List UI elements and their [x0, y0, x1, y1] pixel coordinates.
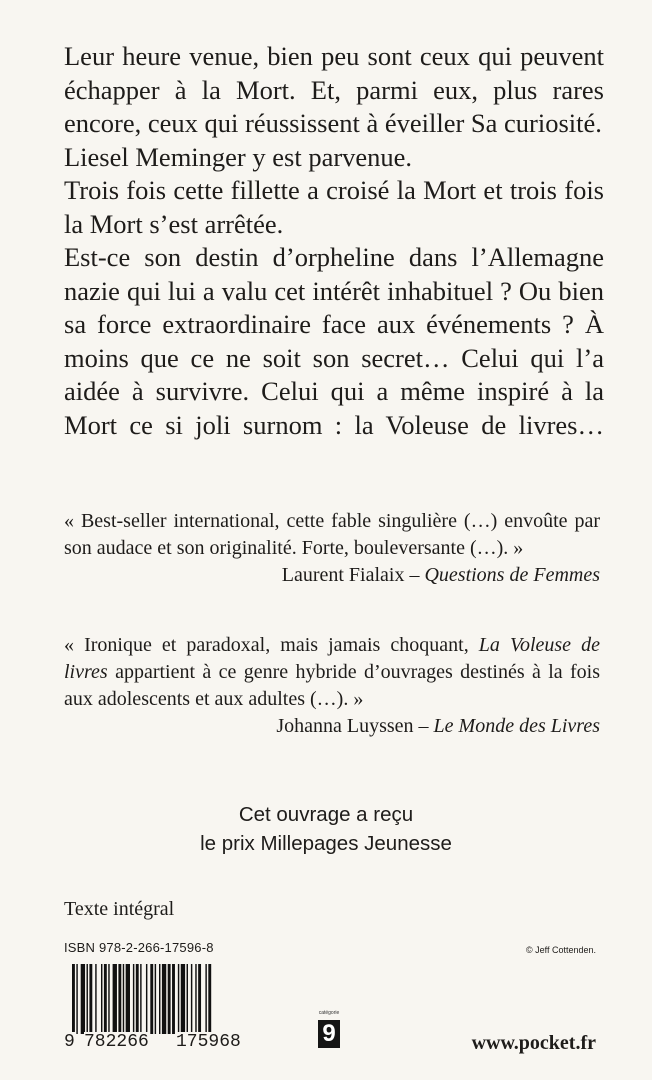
category-number: 9 [318, 1020, 340, 1048]
quote-2-text-before: « Ironique et paradoxal, mais jamais choquant, [64, 634, 479, 656]
quote-2-attribution [64, 713, 600, 740]
quote-1-dash: – [404, 564, 425, 586]
barcode-bar [113, 964, 117, 1034]
quote-1-author: Laurent Fialaix [281, 564, 405, 586]
barcode-bar [101, 964, 102, 1034]
category-label: catégorie [318, 1010, 340, 1016]
barcode-group-1: 782266 [84, 1032, 149, 1052]
barcode-bar [108, 964, 109, 1034]
press-quote-2 [64, 632, 600, 740]
barcode-bar [181, 964, 185, 1034]
barcode-bar [191, 964, 192, 1034]
quote-2-dash: – [413, 715, 434, 737]
barcode-bar [195, 964, 196, 1034]
barcode-bar [118, 964, 121, 1034]
barcode-bar [172, 964, 175, 1034]
barcode-bars [72, 964, 262, 1034]
barcode-bar [136, 964, 139, 1034]
quote-1-text: « Best-seller international, cette fable singulière (…) envoûte par son audace et son originalité. Forte, bouleversante (…). » [64, 510, 600, 559]
barcode-bar [146, 964, 147, 1034]
barcode-bar [178, 964, 179, 1034]
barcode-bar [187, 964, 188, 1034]
quote-2-text-after: appartient à ce genre hybride d’ouvrages destinés à la fois aux adolescents et aux adultes (…). » [64, 661, 600, 710]
barcode-bar [76, 964, 77, 1034]
photo-credit: © Jeff Cottenden. [525, 945, 596, 955]
prize-line-1: Cet ouvrage a reçu [238, 803, 414, 826]
quote-2-book-title: La Voleuse de livres [64, 634, 601, 683]
press-quote-1 [64, 508, 600, 589]
prize-line-2: le prix Millepages Jeunesse [200, 832, 452, 855]
barcode-bar [72, 964, 75, 1034]
barcode-group-2: 175968 [176, 1032, 241, 1052]
quote-1-attribution [64, 562, 600, 589]
barcode-bar [123, 964, 124, 1034]
isbn-number: ISBN 978-2-266-17596-8 [64, 940, 214, 955]
barcode-bar [205, 964, 206, 1034]
quote-2-text [64, 632, 600, 713]
barcode-bar [208, 964, 211, 1034]
barcode-bar [104, 964, 107, 1034]
barcode-bar [155, 964, 156, 1034]
barcode-bar [133, 964, 134, 1034]
barcode-bar [140, 964, 141, 1034]
quote-1-source: Questions de Femmes [424, 564, 600, 586]
barcode [64, 964, 264, 1052]
barcode-bar [198, 964, 201, 1034]
publisher-website: www.pocket.fr [471, 1032, 596, 1054]
barcode-bar [95, 964, 96, 1034]
barcode-bar [168, 964, 171, 1034]
unabridged-label: Texte intégral [64, 898, 175, 920]
barcode-bar [159, 964, 160, 1034]
summary-paragraph-4: Est-ce son destin d’orpheline dans l’Allemagne nazie qui lui a valu cet intérêt inhabituel ? Ou bien sa force extraordinaire face aux événements ? À moins que ce ne soit son secret… Celui qui l’a aidée à survivre. Celui qui a même inspiré à la Mort ce si joli surnom : la Voleuse de livres… [64, 242, 604, 440]
barcode-digit-lead: 9 [64, 1032, 75, 1052]
back-cover-summary [64, 40, 604, 442]
barcode-bar [126, 964, 130, 1034]
barcode-bar [87, 964, 88, 1034]
pocket-category-logo [318, 1010, 340, 1054]
prize-notice [0, 800, 652, 858]
barcode-bar [150, 964, 153, 1034]
summary-paragraph-2: Liesel Meminger y est parvenue. [64, 141, 413, 172]
summary-paragraph-1: Leur heure venue, bien peu sont ceux qui peuvent échapper à la Mort. Et, parmi eux, plus rares encore, ceux qui réussissent à éveiller Sa curiosité. [64, 41, 604, 138]
quote-2-source: Le Monde des Livres [433, 715, 600, 737]
barcode-bar [81, 964, 85, 1034]
summary-paragraph-3: Trois fois cette fillette a croisé la Mort et trois fois la Mort s’est arrêtée. [64, 175, 604, 239]
barcode-bar [162, 964, 166, 1034]
quote-2-author: Johanna Luyssen [276, 715, 414, 737]
barcode-bar [89, 964, 92, 1034]
